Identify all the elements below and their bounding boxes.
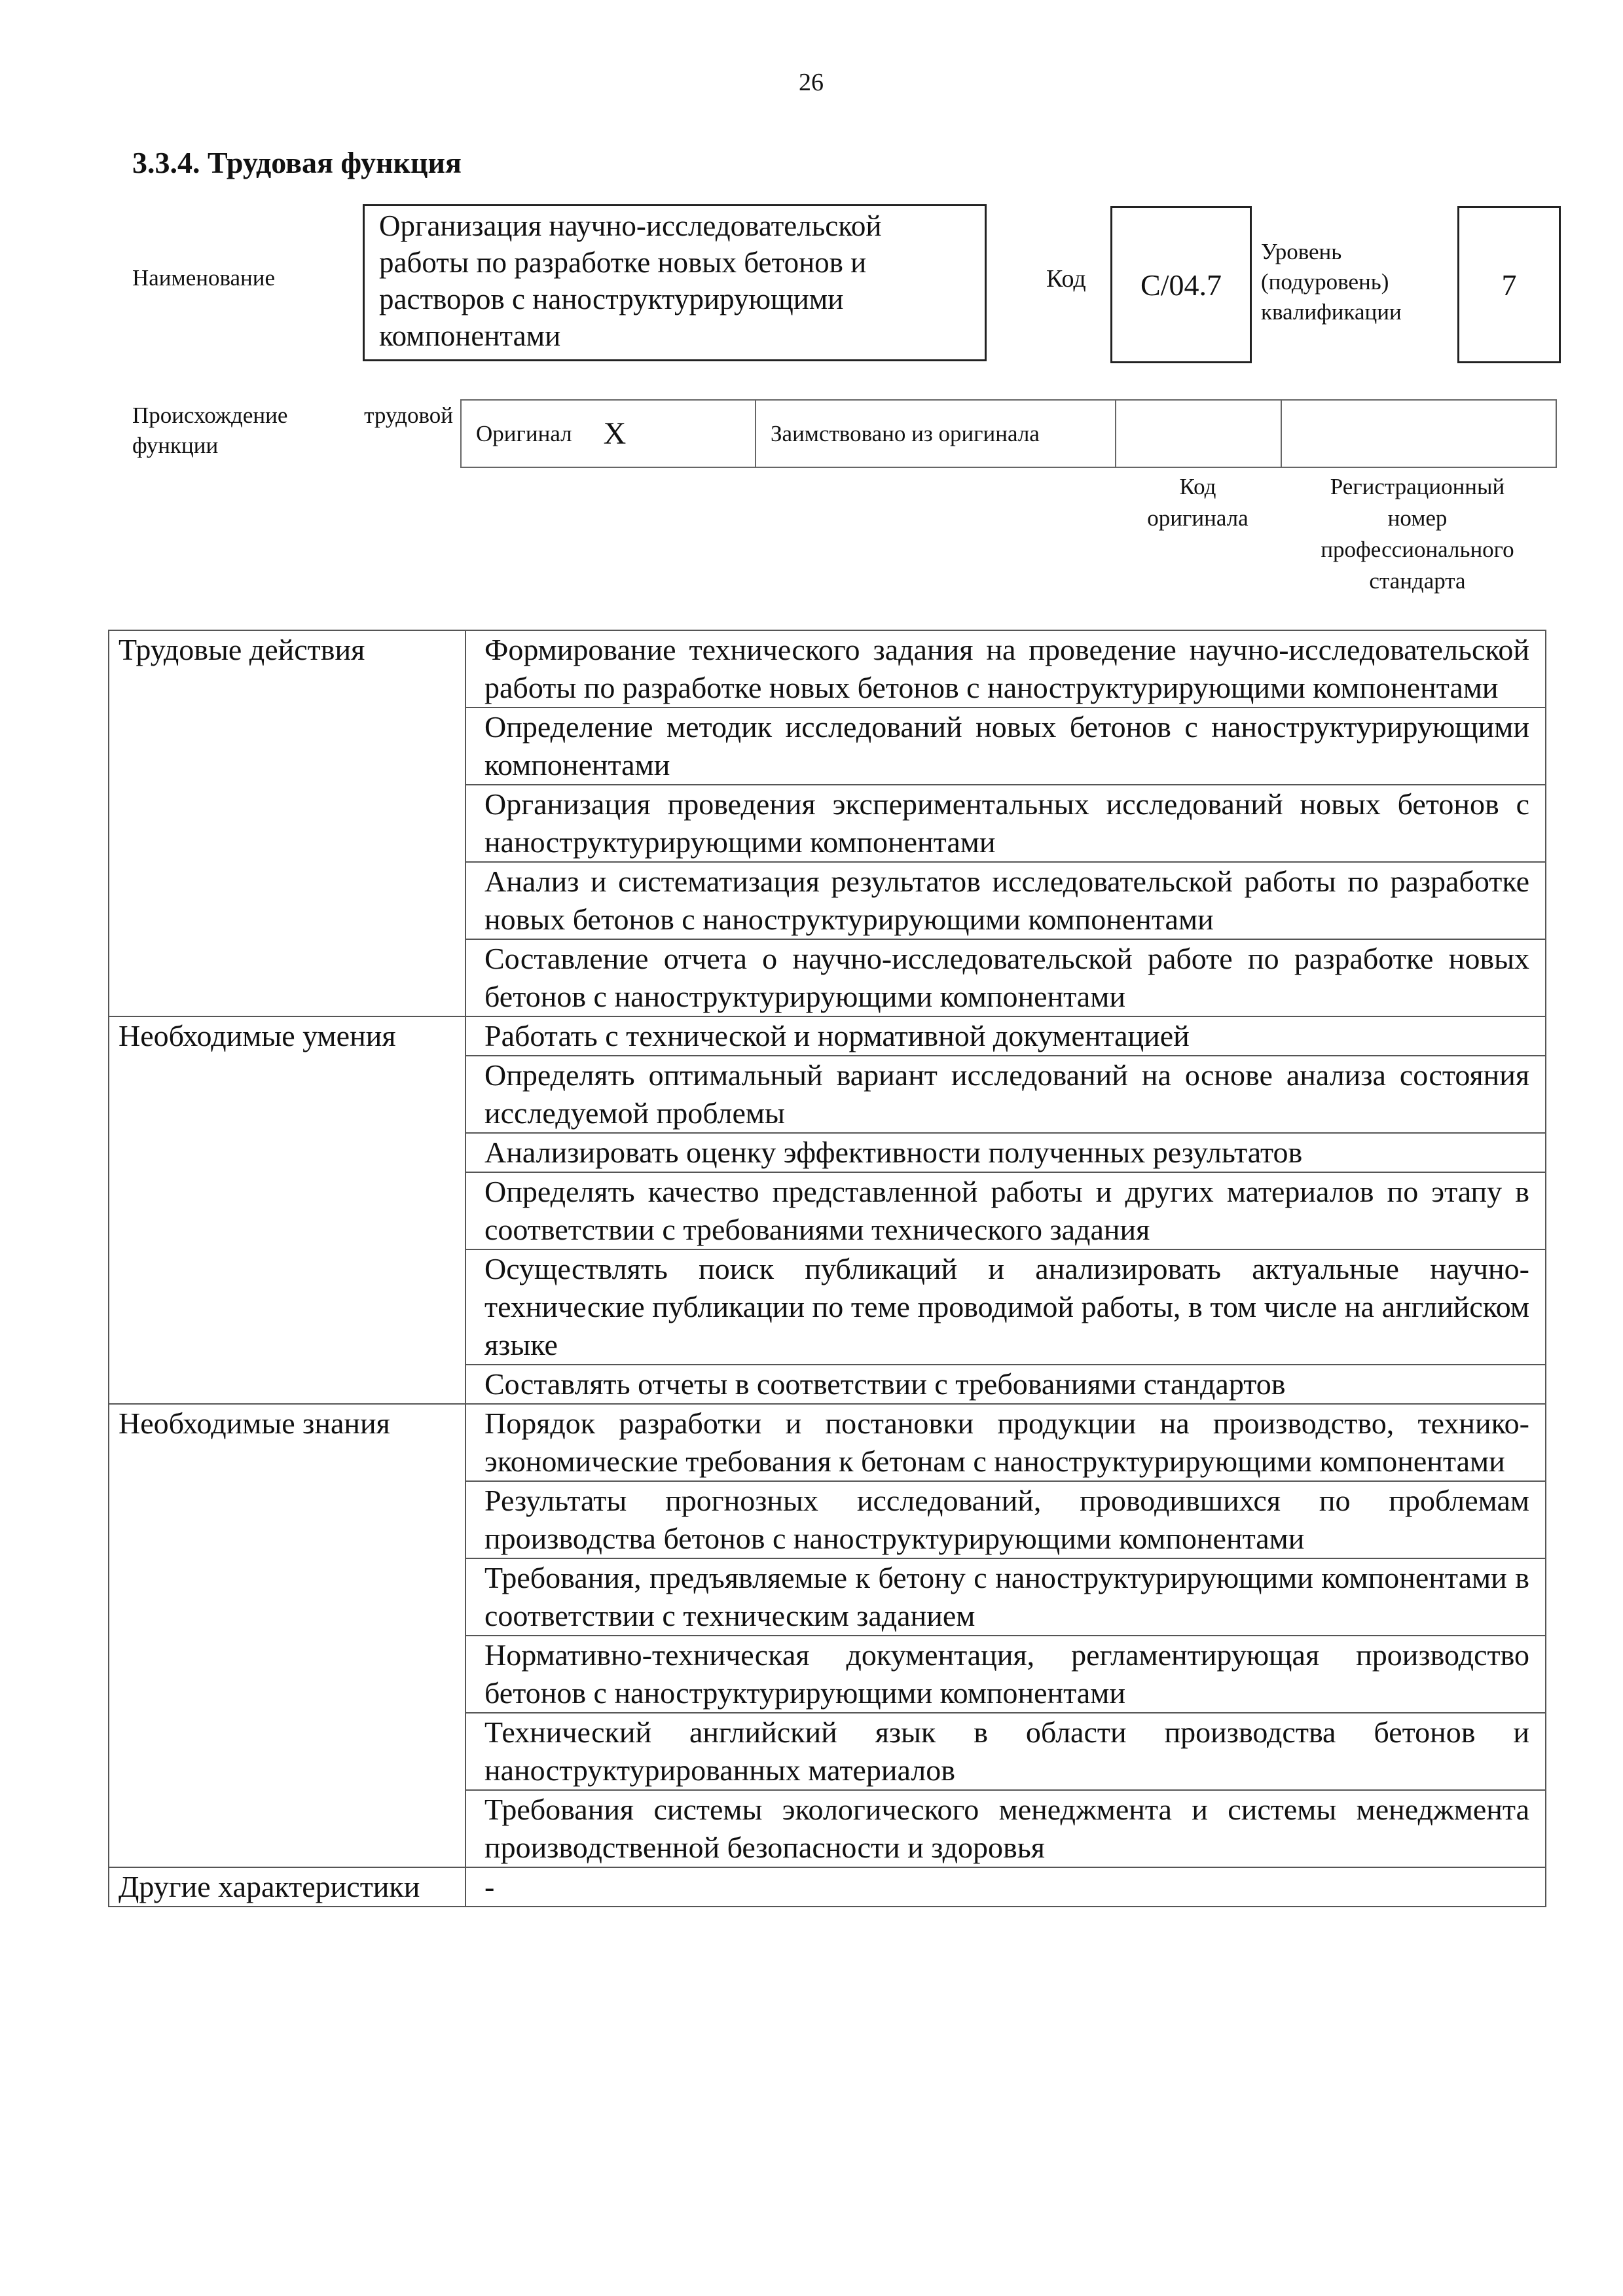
- borrowed-cell: [756, 401, 1116, 467]
- table-body: [109, 630, 1546, 1907]
- item-cell: Формирование технического задания на проведение научно-исследовательской работы по разработке новых бетонов с наноструктурирующими компонентами: [465, 630, 1546, 708]
- item-cell: Определять оптимальный вариант исследований на основе анализа состояния исследуемой проблемы: [465, 1056, 1546, 1133]
- table-row: [109, 1404, 1546, 1481]
- code-label: Код: [1046, 265, 1086, 293]
- origin-row: [460, 399, 1557, 468]
- category-cell: Другие характеристики: [109, 1867, 465, 1907]
- origin-label-line: функции: [132, 433, 219, 458]
- function-details-table: [108, 630, 1546, 1907]
- item-cell: Осуществлять поиск публикаций и анализировать актуальные научно-технические публикации по теме проводимой работы, в том числе на английском языке: [465, 1249, 1546, 1365]
- category-cell: Необходимые умения: [109, 1016, 465, 1404]
- item-cell: Составлять отчеты в соответствии с требованиями стандартов: [465, 1365, 1546, 1404]
- reg-number-caption: [1281, 471, 1554, 597]
- section-title: 3.3.4. Трудовая функция: [132, 146, 462, 179]
- table-row: [109, 1016, 1546, 1056]
- function-name-box: Организация научно-исследовательской работы по разработке новых бетонов и растворов с наноструктурирующими компонентами: [363, 204, 987, 361]
- code-box: [1110, 206, 1252, 363]
- item-cell: Анализировать оценку эффективности полученных результатов: [465, 1133, 1546, 1172]
- item-cell: Порядок разработки и постановки продукции на производство, технико-экономические требования к бетонам с наноструктурирующими компонентами: [465, 1404, 1546, 1481]
- original-label: Оригинал: [476, 420, 572, 446]
- item-cell: Нормативно-техническая документация, регламентирующая производство бетонов с наноструктурирующими компонентами: [465, 1636, 1546, 1713]
- item-cell: Работать с технической и нормативной документацией: [465, 1016, 1546, 1056]
- item-cell: Организация проведения экспериментальных исследований новых бетонов с наноструктурирующими компонентами: [465, 785, 1546, 862]
- level-value: 7: [1501, 268, 1517, 302]
- caption-line: профессионального: [1321, 537, 1514, 562]
- caption-line: стандарта: [1369, 568, 1466, 594]
- reg-number-cell: [1282, 401, 1556, 467]
- table-row: [109, 1867, 1546, 1907]
- item-cell: Определять качество представленной работы и других материалов по этапу в соответствии с требованиями технического задания: [465, 1172, 1546, 1249]
- name-label: Наименование: [132, 265, 276, 291]
- table-row: [109, 630, 1546, 708]
- item-cell: Определение методик исследований новых бетонов с наноструктурирующими компонентами: [465, 708, 1546, 785]
- category-cell: Необходимые знания: [109, 1404, 465, 1867]
- origin-label-line: Происхождение трудовой: [132, 403, 453, 428]
- item-cell: Анализ и систематизация результатов исследовательской работы по разработке новых бетонов с наноструктурирующими компонентами: [465, 862, 1546, 939]
- item-cell: Составление отчета о научно-исследовательской работе по разработке новых бетонов с наноструктурирующими компонентами: [465, 939, 1546, 1016]
- item-cell: Требования, предъявляемые к бетону с наноструктурирующими компонентами в соответствии с техническим заданием: [465, 1558, 1546, 1636]
- code-original-cell: [1116, 401, 1282, 467]
- origin-label: [132, 401, 453, 461]
- code-original-caption: [1115, 471, 1281, 534]
- caption-line: оригинала: [1147, 505, 1249, 531]
- item-cell: -: [465, 1867, 1546, 1907]
- caption-line: Код: [1179, 474, 1216, 499]
- caption-line: номер: [1387, 505, 1448, 531]
- item-cell: Результаты прогнозных исследований, проводившихся по проблемам производства бетонов с наноструктурирующими компонентами: [465, 1481, 1546, 1558]
- caption-line: Регистрационный: [1330, 474, 1505, 499]
- item-cell: Технический английский язык в области производства бетонов и наноструктурированных материалов: [465, 1713, 1546, 1790]
- qualification-level-label: [1261, 237, 1402, 327]
- borrowed-label: Заимствовано из оригинала: [771, 420, 1040, 446]
- code-value: С/04.7: [1140, 268, 1222, 302]
- level-box: [1457, 206, 1561, 363]
- page-number: 26: [799, 69, 824, 96]
- level-label-line: Уровень: [1261, 239, 1342, 264]
- item-cell: Требования системы экологического менеджмента и системы менеджмента производственной безопасности и здоровья: [465, 1790, 1546, 1867]
- original-mark: X: [603, 416, 627, 451]
- level-label-line: квалификации: [1261, 299, 1402, 325]
- original-cell: [462, 401, 756, 467]
- level-label-line: (подуровень): [1261, 269, 1389, 295]
- category-cell: Трудовые действия: [109, 630, 465, 1016]
